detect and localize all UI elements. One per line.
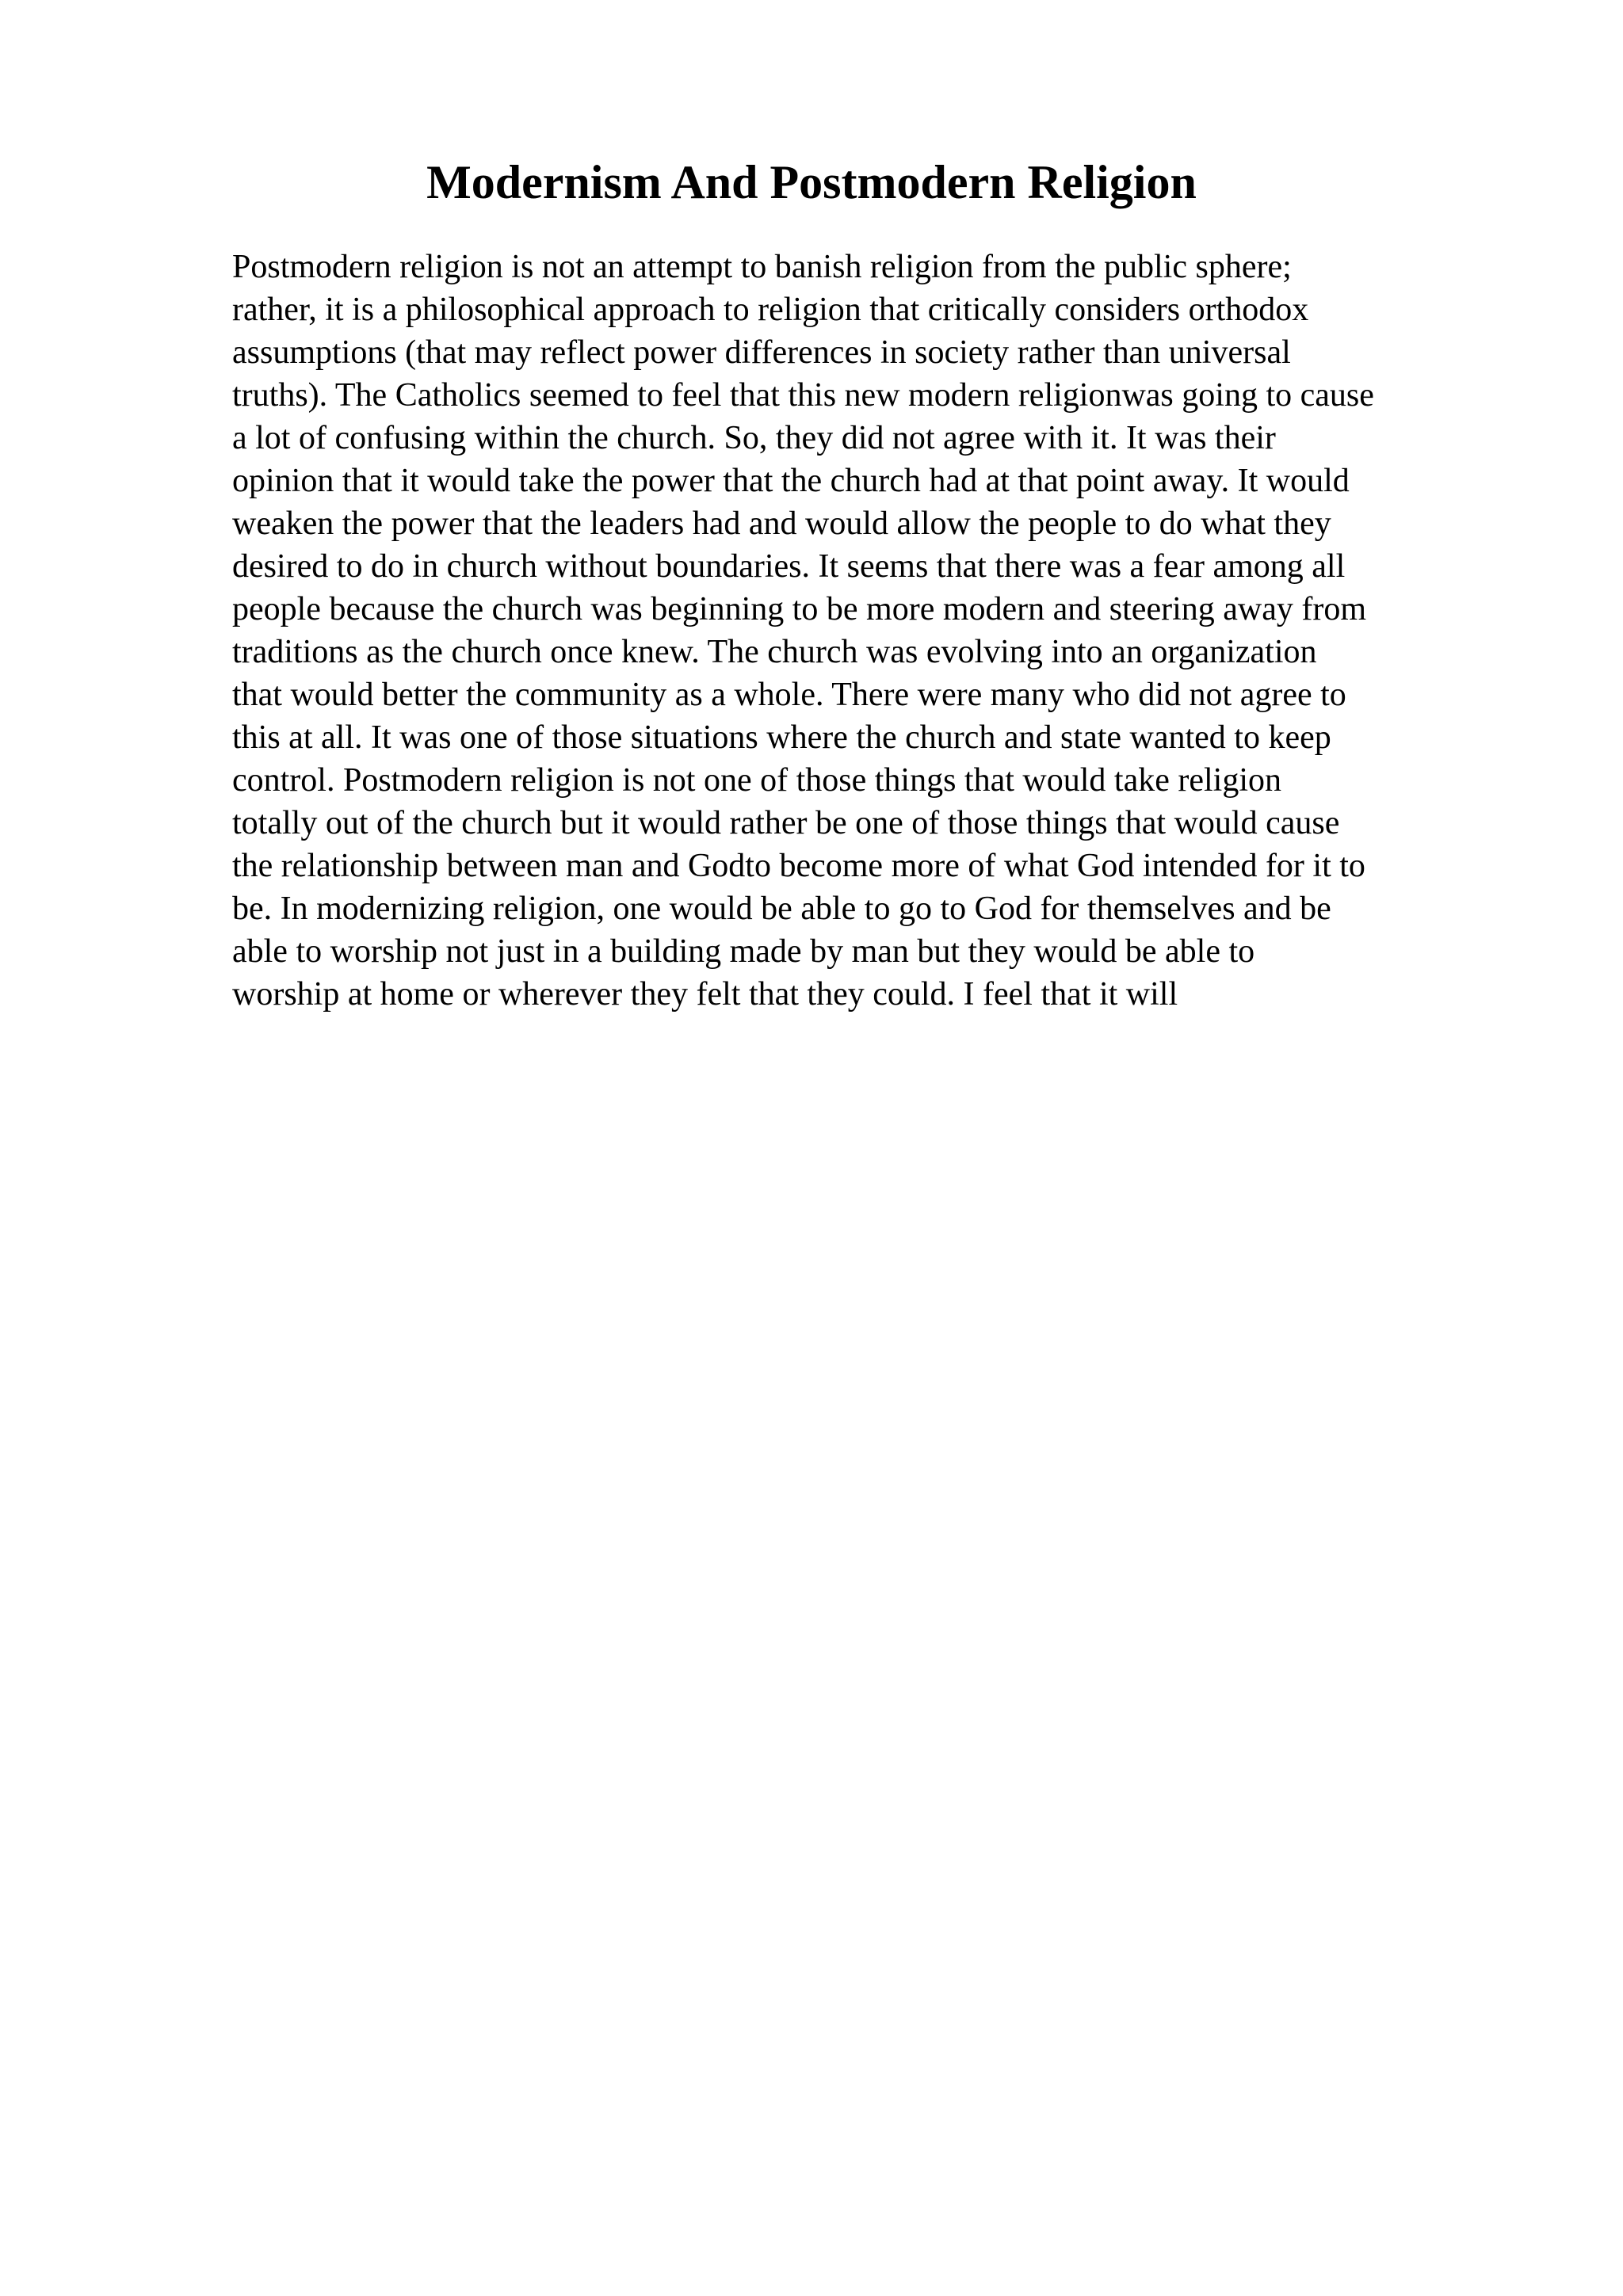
body-line: worship at home or wherever they felt that they could. I feel that it will: [232, 976, 1178, 1013]
body-line: assumptions (that may reflect power differences in society rather than universal: [232, 334, 1291, 371]
body-line: traditions as the church once knew. The church was evolving into an organization: [232, 634, 1317, 670]
body-line: be. In modernizing religion, one would be able to go to God for themselves and be: [232, 891, 1331, 927]
body-line: that would better the community as a whole. There were many who did not agree to: [232, 677, 1346, 713]
body-line: control. Postmodern religion is not one of those things that would take religion: [232, 762, 1281, 799]
body-line: this at all. It was one of those situations where the church and state wanted to keep: [232, 719, 1331, 756]
body-line: truths). The Catholics seemed to feel that this new modern religionwas going to cause: [232, 377, 1374, 414]
body-line: rather, it is a philosophical approach to religion that critically considers orthodox: [232, 292, 1309, 328]
body-line: a lot of confusing within the church. So, they did not agree with it. It was their: [232, 420, 1276, 456]
body-line: people because the church was beginning to be more modern and steering away from: [232, 591, 1366, 627]
body-line: weaken the power that the leaders had and would allow the people to do what they: [232, 505, 1331, 542]
body-line: able to worship not just in a building made by man but they would be able to: [232, 933, 1255, 970]
body-line: the relationship between man and Godto become more of what God intended for it to: [232, 848, 1365, 884]
body-line: totally out of the church but it would rather be one of those things that would cause: [232, 805, 1340, 841]
body-line: Postmodern religion is not an attempt to banish religion from the public sphere;: [232, 249, 1292, 285]
body-line: opinion that it would take the power that the church had at that point away. It would: [232, 463, 1350, 499]
document-title: Modernism And Postmodern Religion: [426, 156, 1197, 208]
body-line: desired to do in church without boundaries. It seems that there was a fear among all: [232, 548, 1346, 585]
document-body: [232, 246, 1516, 1016]
